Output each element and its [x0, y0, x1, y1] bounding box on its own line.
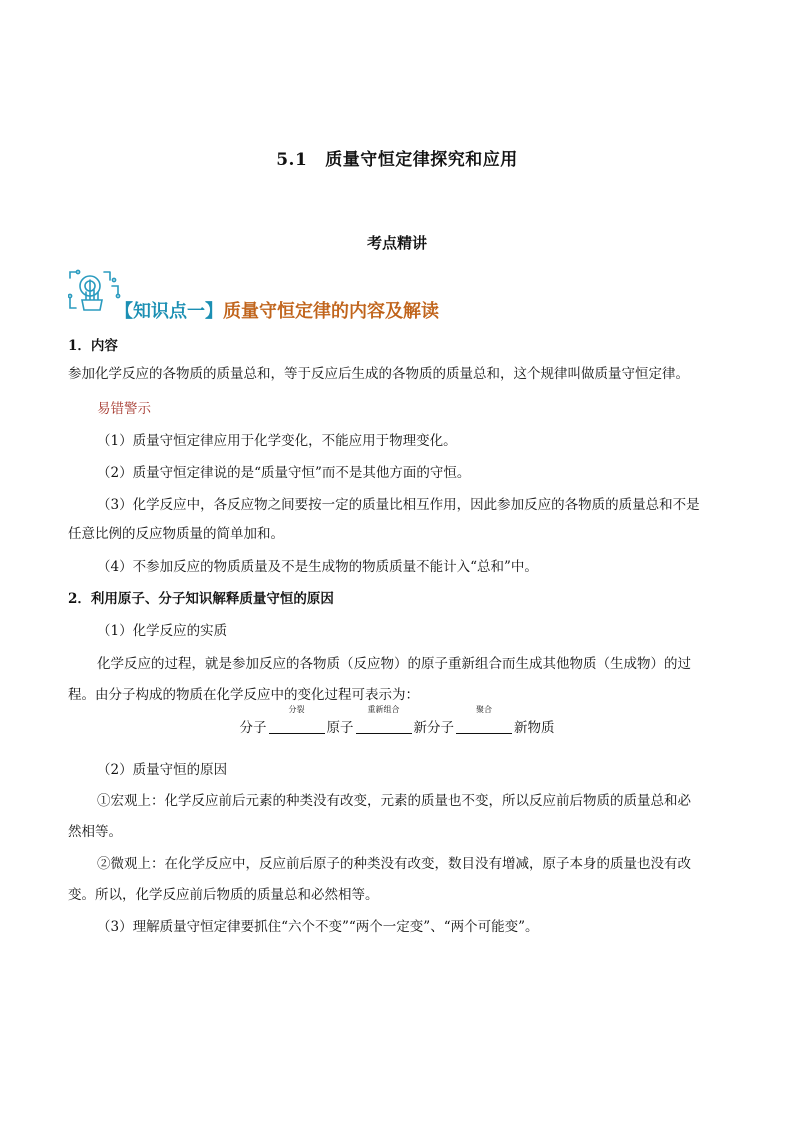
sub-heading-reason: （2）质量守恒的原因 [97, 762, 228, 778]
warning-item-3-cont: 任意比例的反应物质量的简单加和。 [68, 526, 284, 542]
equation-arrow-aggregate [456, 705, 512, 736]
warning-item-3: （3）化学反应中，各反应物之间要按一定的质量比相互作用，因此参加反应的各物质的质量总和不是 [97, 497, 700, 513]
micro-reason-line-2: 变。所以，化学反应前后物质的质量总和必然相等。 [68, 887, 379, 903]
equation-arrow-split [269, 705, 325, 736]
essence-paragraph-line-2: 程。由分子构成的物质在化学反应中的变化过程可表示为： [68, 687, 419, 703]
warning-item-2: （2）质量守恒定律说的是“质量守恒”而不是其他方面的守恒。 [97, 465, 471, 481]
knowledge-point-topic: 质量守恒定律的内容及解读 [223, 301, 439, 322]
warning-item-4: （4）不参加反应的物质质量及不是生成物的物质质量不能计入“总和”中。 [97, 559, 538, 575]
knowledge-point-tag: 【知识点一】 [115, 301, 223, 322]
macro-reason-line-2: 然相等。 [68, 824, 122, 840]
heading-atom-molecule: 2．利用原子、分子知识解释质量守恒的原因 [68, 591, 334, 607]
warning-item-1: （1）质量守恒定律应用于化学变化，不能应用于物理变化。 [97, 433, 457, 449]
sub-heading-understanding: （3）理解质量守恒定律要抓住“六个不变”“两个一定变”、“两个可能变”。 [97, 919, 539, 935]
equation-arrow-recombine [356, 705, 412, 736]
title-text: 质量守恒定律探究和应用 [325, 150, 518, 170]
page-title [0, 145, 794, 170]
equation-term-molecule: 分子 [239, 720, 267, 736]
content-paragraph: 参加化学反应的各物质的质量总和，等于反应后生成的各物质的质量总和，这个规律叫做质量守恒定律。 [68, 366, 689, 382]
micro-reason-line-1: ②微观上：在化学反应中，反应前后原子的种类没有改变，数目没有增减，原子本身的质量也没有改 [97, 856, 691, 872]
equation-term-new-molecule: 新分子 [413, 720, 454, 736]
reaction-equation [0, 705, 794, 736]
sub-heading-essence: （1）化学反应的实质 [97, 623, 228, 639]
title-number: 5.1 [276, 150, 308, 170]
essence-paragraph-line-1: 化学反应的过程，就是参加反应的各物质（反应物）的原子重新组合而生成其他物质（生成物）的过 [97, 656, 691, 672]
heading-content: 1．内容 [68, 338, 118, 354]
equation-term-atom: 原子 [326, 720, 354, 736]
knowledge-point-title [115, 297, 439, 323]
macro-reason-line-1: ①宏观上：化学反应前后元素的种类没有改变，元素的质量也不变，所以反应前后物质的质量总和必 [97, 793, 691, 809]
equation-term-new-substance: 新物质 [514, 720, 555, 736]
equation-condition-split: 分裂 [288, 705, 305, 714]
equation-condition-aggregate: 聚合 [476, 705, 492, 714]
section-heading: 考点精讲 [366, 234, 427, 252]
equation-condition-recombine: 重新组合 [367, 705, 400, 714]
warning-label: 易错警示 [97, 401, 151, 417]
